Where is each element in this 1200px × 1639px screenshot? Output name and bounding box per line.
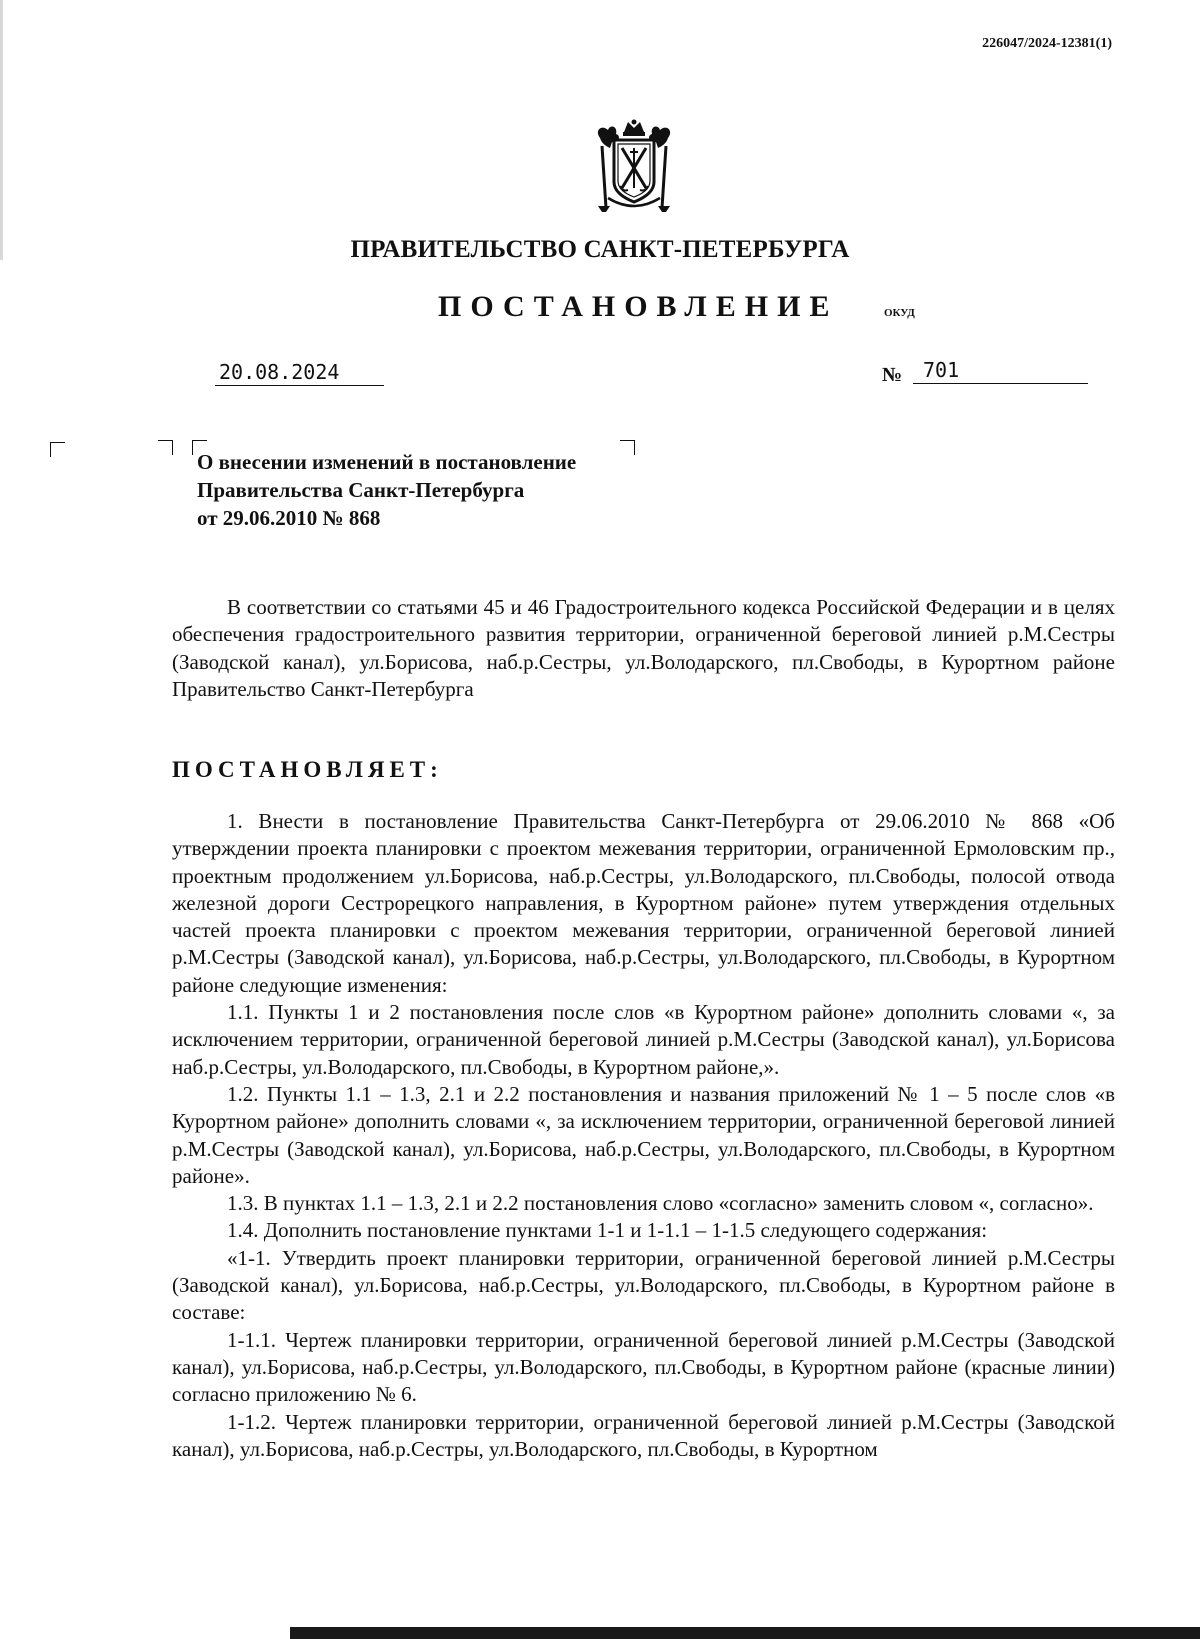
- document-type-title: ПОСТАНОВЛЕНИЕ: [438, 290, 839, 323]
- body-paragraph: 1.4. Дополнить постановление пунктами 1-1 и 1-1.1 – 1-1.5 следующего содержания:: [227, 1218, 988, 1243]
- corner-mark-subject-right: [620, 440, 635, 455]
- government-title: ПРАВИТЕЛЬСТВО САНКТ-ПЕТЕРБУРГА: [350, 236, 850, 263]
- scan-edge-left: [0, 0, 3, 260]
- preamble-paragraph: В соответствии со статьями 45 и 46 Градостроительного кодекса Российской Федерации и в целях обеспечения градостроительного развития территории, ограниченной береговой линией р.М.Сестры (Заводской канал), ул.Борисова, наб.р.Сестры, ул.Володарского, пл.Свободы, в Курортном районе Правительство Санкт-Петербурга: [172, 595, 1115, 701]
- decree-body: [172, 808, 1115, 1463]
- registration-number: 226047/2024-12381(1): [982, 36, 1112, 51]
- number-sign: №: [882, 364, 903, 386]
- body-paragraph: 1-1.2. Чертеж планировки территории, ограниченной береговой линией р.М.Сестры (Заводской канал), ул.Борисова, наб.р.Сестры, ул.Володарского, пл.Свободы, в Курортном: [172, 1409, 1115, 1461]
- resolves-heading: ПОСТАНОВЛЯЕТ:: [172, 757, 443, 782]
- decree-subject: [197, 448, 576, 532]
- body-paragraph: 1.2. Пункты 1.1 – 1.3, 2.1 и 2.2 постановления и названия приложений № 1 – 5 после слов «в Курортном районе» дополнить словами «, за исключением территории, ограниченной береговой линией р.М.Сестры (Заводской канал), ул.Борисова, наб.р.Сестры, ул.Володарского, пл.Свободы, в Курортном районе».: [172, 1081, 1115, 1188]
- okud-label: ОКУД: [884, 307, 915, 319]
- subject-line: О внесении изменений в постановление: [197, 450, 577, 474]
- corner-mark-subject-left-open: [158, 440, 173, 455]
- corner-mark-left: [50, 442, 65, 457]
- subject-line: от 29.06.2010 № 868: [197, 506, 381, 530]
- decree-number: 701: [913, 357, 1088, 384]
- body-paragraph: 1.3. В пунктах 1.1 – 1.3, 2.1 и 2.2 постановления слово «согласно» заменить словом «, согласно».: [227, 1191, 1094, 1216]
- scan-edge-bottom: [290, 1627, 1200, 1639]
- body-paragraph: 1.1. Пункты 1 и 2 постановления после слов «в Курортном районе» дополнить словами «, за исключением территории, ограниченной береговой линией р.М.Сестры (Заводской канал), ул.Борисова наб.р.Сестры, ул.Володарского, пл.Свободы, в Курортном районе,».: [172, 1000, 1115, 1079]
- body-paragraph: 1-1.1. Чертеж планировки территории, ограниченной береговой линией р.М.Сестры (Заводской канал), ул.Борисова, наб.р.Сестры, ул.Володарского, пл.Свободы, в Курортном районе (красные линии) согласно приложению № 6.: [172, 1327, 1115, 1407]
- body-paragraph: 1. Внести в постановление Правительства Санкт-Петербурга от 29.06.2010 № 868 «Об утверждении проекта планировки с проектом межевания территории, ограниченной Ермоловским пр., проектным продолжением ул.Борисова, наб.р.Сестры, ул.Володарского, пл.Свободы, полосой отвода железной дороги Сестрорецкого направления, в Курортном районе» путем утверждения отдельных частей проекта планировки с проектом межевания территории, ограниченной береговой линией р.М.Сестры (Заводской канал), ул.Борисова, наб.р.Сестры, ул.Володарского, пл.Свободы, в Курортном районе следующие изменения:: [172, 809, 1115, 997]
- subject-line: Правительства Санкт-Петербурга: [197, 478, 525, 502]
- preamble-block: [172, 594, 1115, 703]
- body-paragraph: «1-1. Утвердить проект планировки территории, ограниченной береговой линией р.М.Сестры (Заводской канал), ул.Борисова, наб.р.Сестры, ул.Володарского, пл.Свободы, в Курортном районе в составе:: [172, 1245, 1115, 1325]
- saint-petersburg-coat-of-arms-icon: [580, 118, 688, 214]
- decree-date: 20.08.2024: [215, 359, 384, 386]
